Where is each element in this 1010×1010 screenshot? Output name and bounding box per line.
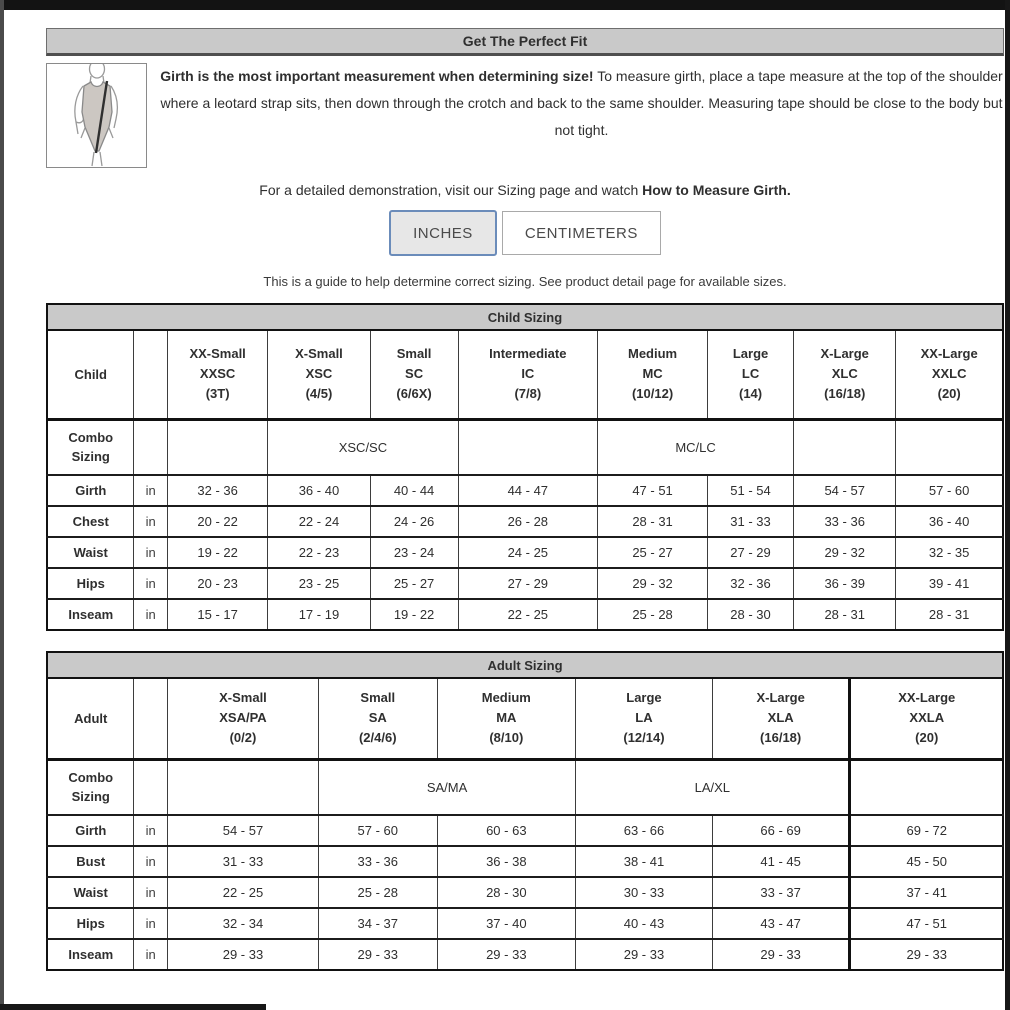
value-cell: 29 - 33 <box>850 939 1003 970</box>
value-cell: 29 - 32 <box>598 568 708 599</box>
row-label: Hips <box>47 568 134 599</box>
value-cell: 32 - 36 <box>708 568 794 599</box>
value-cell: 19 - 22 <box>167 537 267 568</box>
value-cell: 33 - 36 <box>794 506 896 537</box>
value-cell: 29 - 33 <box>437 939 576 970</box>
value-cell: 29 - 33 <box>712 939 850 970</box>
row-group-label: Adult <box>47 678 134 759</box>
value-cell: 51 - 54 <box>708 475 794 506</box>
value-cell: 19 - 22 <box>370 599 458 630</box>
table-row <box>47 939 1003 970</box>
bottom-edge-bar <box>0 1004 266 1010</box>
unit-cell <box>134 759 167 815</box>
value-cell: 33 - 36 <box>318 846 437 877</box>
value-cell: 27 - 29 <box>708 537 794 568</box>
combo-span-label: MC/LC <box>598 419 794 475</box>
row-label: Girth <box>47 815 134 846</box>
unit-cell: in <box>134 537 167 568</box>
row-label: Hips <box>47 908 134 939</box>
value-cell: 47 - 51 <box>598 475 708 506</box>
column-header: Small SC (6/6X) <box>370 330 458 419</box>
value-cell: 28 - 30 <box>708 599 794 630</box>
combo-span-label: LA/XL <box>576 759 850 815</box>
value-cell: 24 - 26 <box>370 506 458 537</box>
column-header: XX-Large XXLC (20) <box>896 330 1003 419</box>
column-header: Large LA (12/14) <box>576 678 713 759</box>
table-row <box>47 475 1003 506</box>
adult-sizing-table <box>46 651 1004 971</box>
page-title-banner <box>46 28 1004 56</box>
value-cell: 32 - 36 <box>167 475 267 506</box>
unit-cell: in <box>134 815 167 846</box>
value-cell: 36 - 38 <box>437 846 576 877</box>
right-edge-bar <box>1005 0 1010 1010</box>
combo-empty-cell <box>896 419 1003 475</box>
demo-bold-text: How to Measure Girth. <box>642 182 791 198</box>
unit-column-header <box>134 330 167 419</box>
girth-measurement-illustration <box>46 63 147 168</box>
adult-header-row <box>47 678 1003 759</box>
value-cell: 22 - 25 <box>458 599 598 630</box>
value-cell: 37 - 41 <box>850 877 1003 908</box>
value-cell: 29 - 33 <box>318 939 437 970</box>
combo-empty-cell <box>167 759 318 815</box>
value-cell: 17 - 19 <box>268 599 370 630</box>
unit-cell: in <box>134 599 167 630</box>
value-cell: 36 - 40 <box>268 475 370 506</box>
value-cell: 28 - 30 <box>437 877 576 908</box>
value-cell: 54 - 57 <box>794 475 896 506</box>
value-cell: 44 - 47 <box>458 475 598 506</box>
unit-cell: in <box>134 939 167 970</box>
combo-empty-cell <box>850 759 1003 815</box>
child-header-row <box>47 330 1003 419</box>
sizing-guide-note: This is a guide to help determine correct sizing. See product detail page for available sizes. <box>263 274 787 289</box>
value-cell: 25 - 27 <box>370 568 458 599</box>
table-row <box>47 877 1003 908</box>
value-cell: 22 - 23 <box>268 537 370 568</box>
combo-sizing-row <box>47 419 1003 475</box>
value-cell: 20 - 23 <box>167 568 267 599</box>
column-header: X-Large XLA (16/18) <box>712 678 850 759</box>
value-cell: 33 - 37 <box>712 877 850 908</box>
value-cell: 69 - 72 <box>850 815 1003 846</box>
value-cell: 34 - 37 <box>318 908 437 939</box>
table-row <box>47 908 1003 939</box>
combo-span-label: XSC/SC <box>268 419 458 475</box>
table-row <box>47 537 1003 568</box>
value-cell: 30 - 33 <box>576 877 713 908</box>
value-cell: 28 - 31 <box>598 506 708 537</box>
column-header: X-Small XSA/PA (0/2) <box>167 678 318 759</box>
value-cell: 54 - 57 <box>167 815 318 846</box>
value-cell: 25 - 28 <box>318 877 437 908</box>
value-cell: 20 - 22 <box>167 506 267 537</box>
combo-empty-cell <box>458 419 598 475</box>
row-label: Waist <box>47 877 134 908</box>
column-header: X-Small XSC (4/5) <box>268 330 370 419</box>
value-cell: 40 - 43 <box>576 908 713 939</box>
combo-sizing-row <box>47 759 1003 815</box>
value-cell: 29 - 33 <box>576 939 713 970</box>
column-header: Intermediate IC (7/8) <box>458 330 598 419</box>
row-label: Inseam <box>47 939 134 970</box>
row-label: Girth <box>47 475 134 506</box>
row-label: Combo Sizing <box>47 759 134 815</box>
value-cell: 29 - 32 <box>794 537 896 568</box>
value-cell: 41 - 45 <box>712 846 850 877</box>
column-header: Large LC (14) <box>708 330 794 419</box>
row-label: Combo Sizing <box>47 419 134 475</box>
intro-rest-text: To measure girth, place a tape measure at the top of the shoulder where a leotard strap sits, then down through the crotch and back to the same shoulder. Measuring tape should be close to the body but not tight. <box>160 68 1003 138</box>
value-cell: 27 - 29 <box>458 568 598 599</box>
intro-paragraph <box>147 63 1004 168</box>
content-area <box>46 0 1004 971</box>
value-cell: 22 - 24 <box>268 506 370 537</box>
value-cell: 28 - 31 <box>896 599 1003 630</box>
table-row <box>47 599 1003 630</box>
demo-prefix-text: For a detailed demonstration, visit our Sizing page and watch <box>259 182 643 198</box>
unit-cell: in <box>134 846 167 877</box>
intro-section <box>46 63 1004 168</box>
column-header: XX-Small XXSC (3T) <box>167 330 267 419</box>
unit-cell: in <box>134 506 167 537</box>
value-cell: 38 - 41 <box>576 846 713 877</box>
unit-cell: in <box>134 475 167 506</box>
unit-cell <box>134 419 167 475</box>
value-cell: 63 - 66 <box>576 815 713 846</box>
table-row <box>47 815 1003 846</box>
column-header: XX-Large XXLA (20) <box>850 678 1003 759</box>
row-group-label: Child <box>47 330 134 419</box>
adult-table-title: Adult Sizing <box>47 652 1003 678</box>
column-header: Medium MC (10/12) <box>598 330 708 419</box>
column-header: Small SA (2/4/6) <box>318 678 437 759</box>
value-cell: 24 - 25 <box>458 537 598 568</box>
unit-column-header <box>134 678 167 759</box>
value-cell: 36 - 40 <box>896 506 1003 537</box>
value-cell: 31 - 33 <box>167 846 318 877</box>
value-cell: 28 - 31 <box>794 599 896 630</box>
unit-cell: in <box>134 877 167 908</box>
value-cell: 32 - 34 <box>167 908 318 939</box>
unit-cell: in <box>134 908 167 939</box>
left-edge-bar <box>0 0 4 1010</box>
column-header: X-Large XLC (16/18) <box>794 330 896 419</box>
value-cell: 45 - 50 <box>850 846 1003 877</box>
inches-button[interactable]: INCHES <box>389 210 497 256</box>
value-cell: 25 - 27 <box>598 537 708 568</box>
combo-empty-cell <box>167 419 267 475</box>
row-label: Bust <box>47 846 134 877</box>
value-cell: 40 - 44 <box>370 475 458 506</box>
value-cell: 60 - 63 <box>437 815 576 846</box>
child-sizing-table <box>46 303 1004 631</box>
value-cell: 26 - 28 <box>458 506 598 537</box>
combo-empty-cell <box>794 419 896 475</box>
value-cell: 66 - 69 <box>712 815 850 846</box>
table-row <box>47 506 1003 537</box>
value-cell: 31 - 33 <box>708 506 794 537</box>
demo-instruction <box>46 182 1004 198</box>
value-cell: 39 - 41 <box>896 568 1003 599</box>
combo-span-label: SA/MA <box>318 759 575 815</box>
row-label: Inseam <box>47 599 134 630</box>
page-title: Get The Perfect Fit <box>462 33 588 49</box>
row-label: Chest <box>47 506 134 537</box>
child-table-title: Child Sizing <box>47 304 1003 330</box>
value-cell: 43 - 47 <box>712 908 850 939</box>
row-label: Waist <box>47 537 134 568</box>
value-cell: 23 - 25 <box>268 568 370 599</box>
leotard-figure-icon <box>47 64 146 167</box>
value-cell: 32 - 35 <box>896 537 1003 568</box>
value-cell: 23 - 24 <box>370 537 458 568</box>
value-cell: 29 - 33 <box>167 939 318 970</box>
value-cell: 22 - 25 <box>167 877 318 908</box>
table-row <box>47 846 1003 877</box>
table-row <box>47 568 1003 599</box>
column-header: Medium MA (8/10) <box>437 678 576 759</box>
value-cell: 57 - 60 <box>896 475 1003 506</box>
intro-bold-text: Girth is the most important measurement when determining size! <box>160 68 594 84</box>
value-cell: 57 - 60 <box>318 815 437 846</box>
value-cell: 36 - 39 <box>794 568 896 599</box>
value-cell: 47 - 51 <box>850 908 1003 939</box>
value-cell: 25 - 28 <box>598 599 708 630</box>
value-cell: 37 - 40 <box>437 908 576 939</box>
value-cell: 15 - 17 <box>167 599 267 630</box>
unit-cell: in <box>134 568 167 599</box>
unit-toggle-group <box>46 210 1004 256</box>
centimeters-button[interactable]: CENTIMETERS <box>502 211 661 255</box>
